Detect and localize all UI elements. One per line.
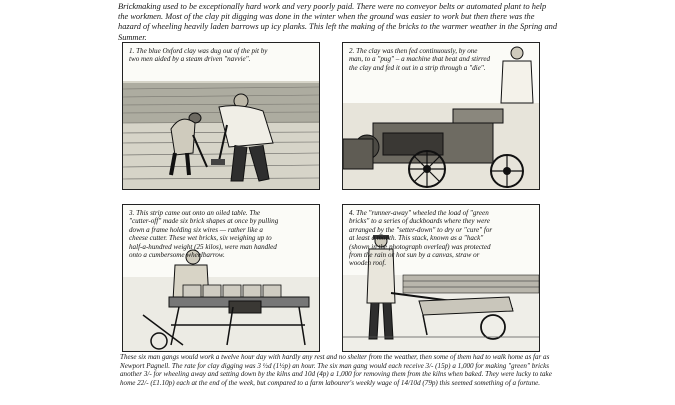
panel-1-caption: 1. The blue Oxford clay was dug out of the pit by two men aided by a steam driven "navvie".: [129, 47, 268, 64]
panel-4-caption: 4. The "runner-away" wheeled the load of "green bricks" to a series of duckboards where they were arranged by the "setter-down" to dry or "cure" for at least a month. This stack, known as a "hack" (shown in the photograph overleaf) was protected from the rain or hot sun by a canvas, straw or wooden roof.: [349, 209, 493, 268]
panel-clay-digging: [122, 42, 320, 190]
panel-wheelbarrow: [342, 204, 540, 352]
panel-2-caption: 2. The clay was then fed continuously, by one man, to a "pug" – a machine that beat and stirred the clay and fed it out in a strip through a "die".: [349, 47, 491, 72]
intro-paragraph: Brickmaking used to be exceptionally hard work and very poorly paid. There were no conveyor belts or automated plant to help the workmen. Most of the clay pit digging was done in the winter when the ground was easier to work but then there was the hazard of wheeling heavily laden barrows up icy planks. This left the making of the bricks to the warmer weather in the Spring and Summer.: [118, 2, 558, 42]
panel-cutting-table: [122, 204, 320, 352]
panel-3-caption: 3. This strip came out onto an oiled table. The "cutter-off" made six brick shapes at once by pulling down a frame holding six wires — rather like a cheese cutter. These wet bricks, six weighing up to half-a-hundred weight (25 kilos), were man handled onto a cumbersome wheelbarrow.: [129, 209, 279, 260]
footer-paragraph: These six man gangs would work a twelve hour day with hardly any rest and no shelter from the weather, then some of them had to walk home as far as Newport Pagnell. The rate for clay digging was 3 ½d (1½p) an hour. The six man gang would each receive 3/- (15p) a 1,000 for making "green" bricks another 3/- for wheeling away and setting down by the kilns and 10d (4p) a 1,000 for removing them from the kilns when baked. They were lucky to take home 22/- (£1.10p) each at the end of the week, but compared to a farm labourer's weekly wage of 14/10d (79p) this seemed something of a fortune.: [120, 353, 552, 387]
panel-pug-machine: [342, 42, 540, 190]
illustration-clay-digging: [123, 43, 319, 189]
